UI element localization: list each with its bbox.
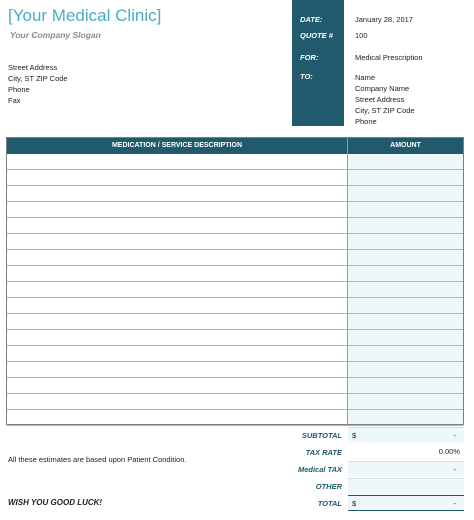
quote-label: QUOTE # <box>300 31 333 40</box>
address-city: City, ST ZIP Code <box>8 74 68 83</box>
recipient-street: Street Address <box>355 95 405 104</box>
tax-rate-cell[interactable] <box>348 444 464 460</box>
tax-rate-label: TAX RATE <box>305 448 342 457</box>
table-row[interactable] <box>7 202 463 218</box>
table-row[interactable] <box>7 250 463 266</box>
subtotal-value: - <box>453 431 456 440</box>
recipient-name: Name <box>355 73 376 82</box>
clinic-name: [Your Medical Clinic] <box>8 6 162 25</box>
table-row[interactable] <box>7 410 463 426</box>
table-row[interactable] <box>7 170 463 186</box>
estimate-note: All these estimates are based upon Patient Condition. <box>8 455 187 464</box>
medical-tax-label: Medical TAX <box>297 465 342 474</box>
address-fax: Fax <box>8 96 21 105</box>
good-luck-message: WISH YOU GOOD LUCK! <box>8 498 103 507</box>
table-row[interactable] <box>7 314 463 330</box>
table-row[interactable] <box>7 186 463 202</box>
date-value: January 28, 2017 <box>355 15 413 24</box>
for-label: FOR: <box>300 53 319 62</box>
table-row[interactable] <box>7 154 463 170</box>
table-row[interactable] <box>7 346 463 362</box>
table-row[interactable] <box>7 394 463 410</box>
for-value: Medical Prescription <box>355 53 423 62</box>
table-row[interactable] <box>7 234 463 250</box>
table-row[interactable] <box>7 218 463 234</box>
recipient-company: Company Name <box>355 84 410 93</box>
line-items-table <box>6 137 464 425</box>
medical-tax-value: - <box>453 465 456 474</box>
subtotal-currency: $ <box>352 431 357 440</box>
table-row[interactable] <box>7 362 463 378</box>
subtotal-cell[interactable] <box>348 427 464 443</box>
total-label: TOTAL <box>317 499 342 508</box>
tax-rate-value: 0.00% <box>438 447 460 456</box>
amount-column-header: AMOUNT <box>390 142 421 149</box>
column-divider <box>347 138 348 424</box>
medical-tax-cell[interactable] <box>348 461 464 477</box>
total-cell[interactable] <box>348 495 464 511</box>
total-value: - <box>453 499 456 508</box>
table-row[interactable] <box>7 330 463 346</box>
table-header <box>7 138 463 154</box>
table-row[interactable] <box>7 282 463 298</box>
subtotal-label: SUBTOTAL <box>301 431 342 440</box>
table-row[interactable] <box>7 298 463 314</box>
other-cell[interactable] <box>348 478 464 494</box>
recipient-city: City, ST ZIP Code <box>355 106 415 115</box>
recipient-address <box>355 72 415 127</box>
date-label: DATE: <box>300 15 323 24</box>
table-rows <box>7 154 463 426</box>
address-street: Street Address <box>8 63 58 72</box>
table-row[interactable] <box>7 266 463 282</box>
address-phone: Phone <box>8 85 30 94</box>
description-column-header: MEDICATION / SERVICE DESCRIPTION <box>111 142 243 149</box>
quote-number: 100 <box>355 31 368 40</box>
total-currency: $ <box>352 499 357 508</box>
clinic-address <box>8 62 68 106</box>
table-row[interactable] <box>7 378 463 394</box>
to-label: TO: <box>300 72 313 81</box>
recipient-phone: Phone <box>355 117 377 126</box>
company-slogan: Your Company Slogan <box>10 30 101 40</box>
other-label: OTHER <box>315 482 342 491</box>
